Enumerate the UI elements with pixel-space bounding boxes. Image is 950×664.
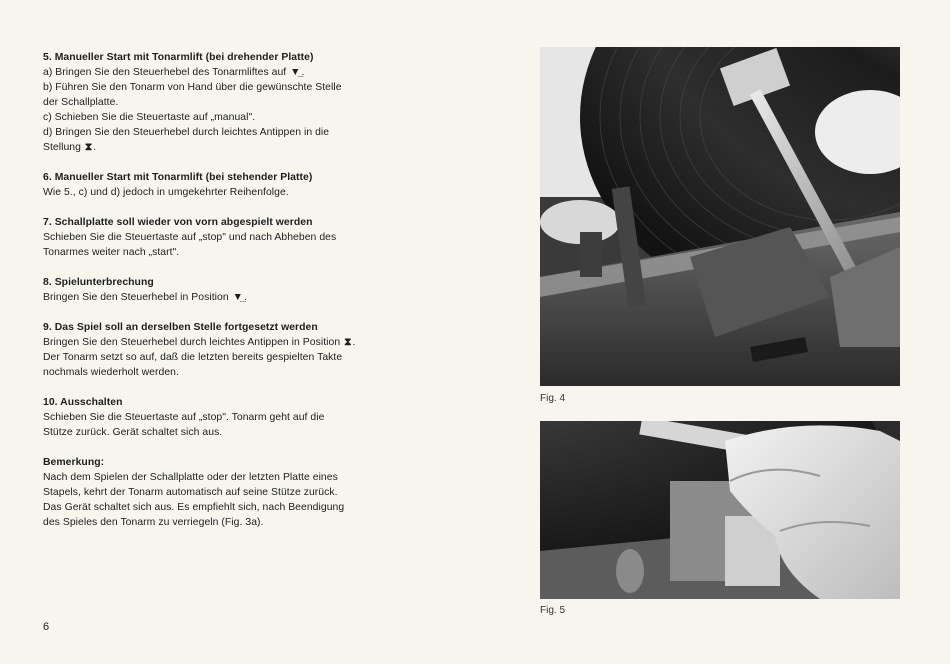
instruction-section (43, 320, 433, 380)
page-number: 6 (43, 621, 50, 633)
instruction-column (43, 50, 433, 545)
section-heading: 10. Ausschalten (43, 397, 123, 408)
instruction-text: Das Gerät schaltet sich aus. Es empfiehlt sich, nach Beendigung (43, 502, 345, 513)
instruction-section (43, 170, 433, 200)
instruction-section (43, 215, 433, 260)
figure-5-tonearm-lock-photo (540, 421, 900, 599)
instruction-line (43, 500, 433, 515)
instruction-section (43, 455, 433, 530)
instruction-line (43, 65, 433, 80)
section-heading: Bemerkung: (43, 457, 105, 468)
instruction-line (43, 125, 433, 140)
instruction-text: Stütze zurück. Gerät schaltet sich aus. (43, 427, 223, 438)
instruction-line (43, 245, 433, 260)
section-heading: 7. Schallplatte soll wieder von vorn abgespielt werden (43, 217, 313, 228)
instruction-line (43, 80, 433, 95)
section-heading: 8. Spielunterbrechung (43, 277, 154, 288)
instruction-line (43, 185, 433, 200)
figure-4-caption: Fig. 4 (540, 393, 566, 404)
line-punctuation: . (93, 142, 97, 153)
instruction-line (43, 365, 433, 380)
figure-4-turntable-photo (540, 47, 900, 386)
lever-position-icon: ⧗ (344, 337, 352, 348)
instruction-text: a) Bringen Sie den Steuerhebel des Tonarmliftes auf (43, 67, 287, 78)
instruction-text: Stapels, kehrt der Tonarm automatisch auf seine Stütze zurück. (43, 487, 338, 498)
instruction-line (43, 335, 433, 350)
lever-position-icon: ▼̲ (232, 292, 243, 303)
instruction-text: nochmals wiederholt werden. (43, 367, 179, 378)
instruction-line (43, 425, 433, 440)
instruction-line (43, 140, 433, 155)
instruction-text: des Spieles den Tonarm zu verriegeln (Fig. 3a). (43, 517, 264, 528)
instruction-text: Bringen Sie den Steuerhebel in Position (43, 292, 229, 303)
figure-5-caption: Fig. 5 (540, 605, 566, 616)
instruction-text: der Schallplatte. (43, 97, 119, 108)
instruction-line (43, 470, 433, 485)
instruction-section (43, 395, 433, 440)
instruction-text: d) Bringen Sie den Steuerhebel durch leichtes Antippen in die (43, 127, 330, 138)
instruction-line (43, 515, 433, 530)
section-heading: 9. Das Spiel soll an derselben Stelle fortgesetzt werden (43, 322, 318, 333)
instruction-text: Wie 5., c) und d) jedoch in umgekehrter Reihenfolge. (43, 187, 289, 198)
instruction-line (43, 230, 433, 245)
instruction-text: Schieben Sie die Steuertaste auf „stop". Tonarm geht auf die (43, 412, 325, 423)
lever-position-icon: ⧗ (84, 142, 93, 153)
instruction-line (43, 95, 433, 110)
instruction-text: Bringen Sie den Steuerhebel durch leichtes Antippen in Position (43, 337, 341, 348)
instruction-text: Tonarmes weiter nach „start". (43, 247, 180, 258)
instruction-text: Der Tonarm setzt so auf, daß die letzten bereits gespielten Takte (43, 352, 343, 363)
line-punctuation: . (243, 292, 247, 303)
instruction-line (43, 290, 433, 305)
lever-position-icon: ▼̲ (290, 67, 301, 78)
instruction-line (43, 485, 433, 500)
instruction-line (43, 350, 433, 365)
line-punctuation: . (301, 67, 305, 78)
instruction-line (43, 410, 433, 425)
section-heading: 6. Manueller Start mit Tonarmlift (bei stehender Platte) (43, 172, 313, 183)
instruction-text: Nach dem Spielen der Schallplatte oder der letzten Platte eines (43, 472, 338, 483)
section-heading: 5. Manueller Start mit Tonarmlift (bei drehender Platte) (43, 52, 314, 63)
instruction-text: b) Führen Sie den Tonarm von Hand über die gewünschte Stelle (43, 82, 342, 93)
line-punctuation: . (352, 337, 356, 348)
instruction-section (43, 50, 433, 155)
instruction-text: Stellung (43, 142, 81, 153)
instruction-line (43, 110, 433, 125)
instruction-text: c) Schieben Sie die Steuertaste auf „manual". (43, 112, 256, 123)
instruction-section (43, 275, 433, 305)
instruction-text: Schieben Sie die Steuertaste auf „stop" und nach Abheben des (43, 232, 337, 243)
